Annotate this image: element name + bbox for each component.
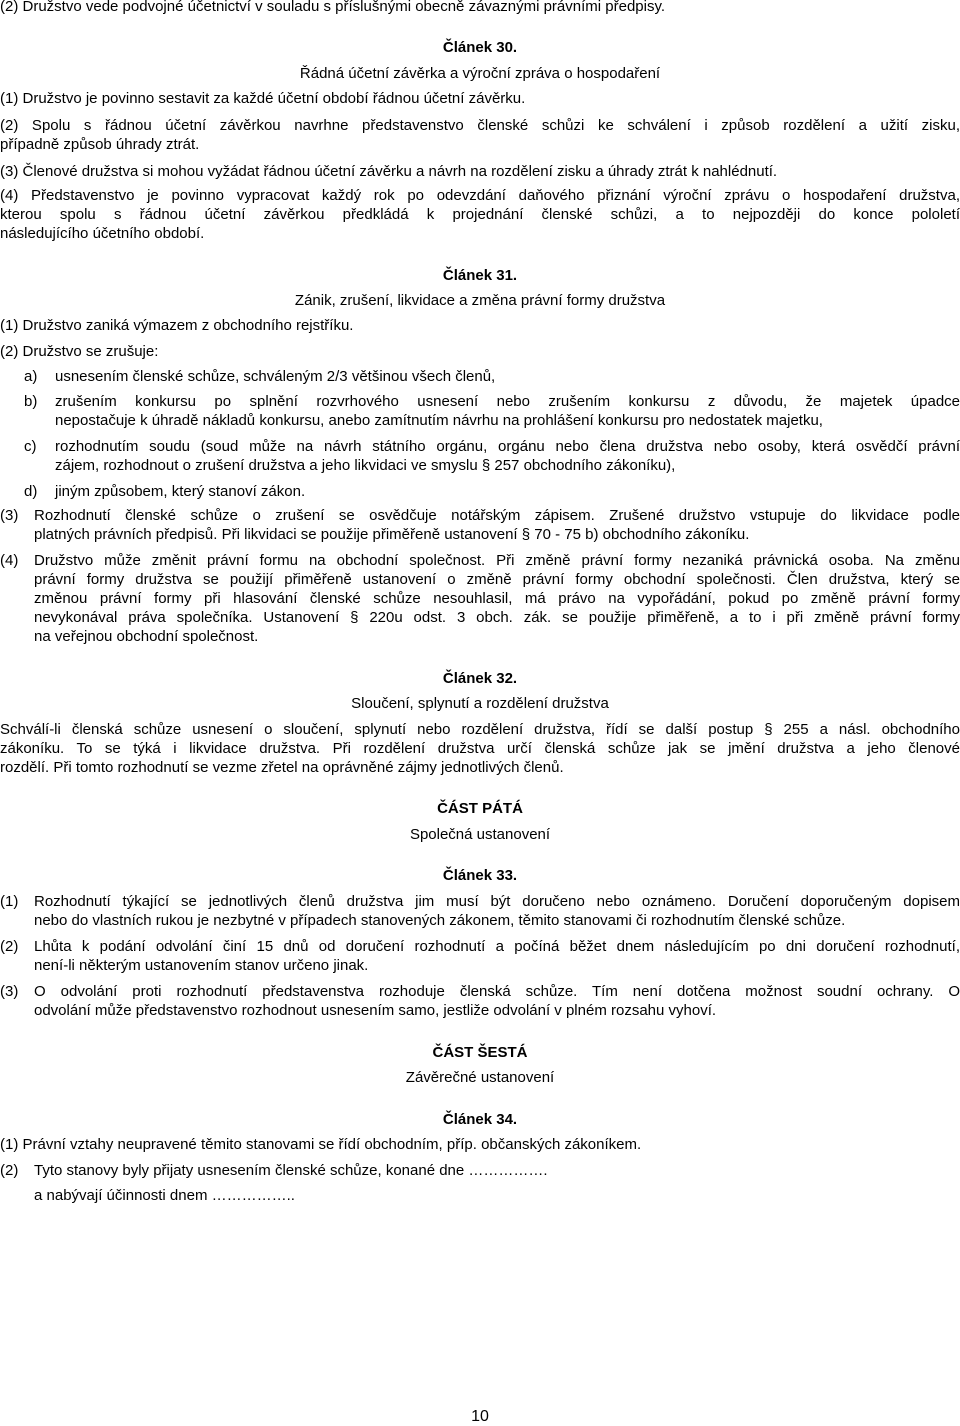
- article-30-p2-line2: případně způsob úhrady ztrát.: [0, 136, 200, 153]
- part-6-title: Závěrečné ustanovení: [405, 1069, 555, 1086]
- article-33-p1-line2: nebo do vlastních rukou je nezbytné v případech stanovených zákonem, těmito stanovami či rozhodnutím členské schůze.: [34, 912, 846, 929]
- article-30-p1: (1) Družstvo je povinno sestavit za každé účetní období řádnou účetní závěrku.: [0, 90, 526, 107]
- article-30-p2-line1: (2) Spolu s řádnou účetní závěrkou navrhne představenstvo členské schůzi ke schválení i způsob rozdělení a užití zisku,: [0, 117, 960, 134]
- article-30-p4-line3: následujícího účetního období.: [0, 225, 205, 242]
- list-label-d: d): [24, 483, 38, 500]
- article-32-line1: Schválí-li členská schůze usnesení o sloučení, splynutí nebo rozdělení družstva, řídí se další postup § 255 a násl. obchodního: [0, 721, 960, 738]
- article-31-p4-number: (4): [0, 552, 19, 569]
- article-31-p4-line4: nevykonával práva společníka. Ustanovení § 220u odst. 3 obch. zák. se použije přiměřeně, a to i při změně právní formy: [34, 609, 960, 626]
- article-31-p3-line1: Rozhodnutí členské schůze o zrušení se osvědčuje notářským zápisem. Zrušené družstvo vstupuje do likvidace podle: [34, 507, 960, 524]
- list-text-b-line2: nepostačuje k úhradě nákladů konkursu, anebo zamítnutím návrhu na prohlášení konkursu pro nedostatek majetku,: [55, 412, 823, 429]
- article-30-heading: Článek 30.: [442, 39, 518, 56]
- article-31-p3-line2: platných právních předpisů. Při likvidaci se použije přiměřeně ustanovení § 70 - 75 b) obchodního zákoníku.: [34, 526, 750, 543]
- article-32-line3: rozdělí. Při tomto rozhodnutí se vezme zřetel na oprávněné zájmy jednotlivých členů.: [0, 759, 564, 776]
- article-31-p2: (2) Družstvo se zrušuje:: [0, 343, 159, 360]
- article-31-p4-line1: Družstvo může změnit právní formu na obchodní společnost. Při změně právní formy nezaniká právnická osoba. Na změnu: [34, 552, 960, 569]
- article-33-p3-line2: odvolání může představenstvo rozhodnout usnesením samo, jestliže odvolání v plném rozsahu vyhoví.: [34, 1002, 717, 1019]
- article-32-heading: Článek 32.: [442, 670, 518, 687]
- article-30-p4-line1: (4) Představenstvo je povinno vypracovat každý rok po odevzdání daňového přiznání výroční zprávu o hospodaření družstva,: [0, 187, 960, 204]
- article-34-heading: Článek 34.: [442, 1111, 518, 1128]
- article-31-p1: (1) Družstvo zaniká výmazem z obchodního rejstříku.: [0, 317, 354, 334]
- list-label-c: c): [24, 438, 37, 455]
- list-label-a: a): [24, 368, 38, 385]
- article-33-p2-number: (2): [0, 938, 19, 955]
- part-6-heading: ČÁST ŠESTÁ: [432, 1044, 528, 1061]
- article-31-p3-number: (3): [0, 507, 19, 524]
- part-5-title: Společná ustanovení: [409, 826, 551, 843]
- article-31-heading: Článek 31.: [442, 267, 518, 284]
- list-text-c-line2: zájem, rozhodnout o zrušení družstva a jeho likvidaci ve smyslu § 257 obchodního zákoníku),: [55, 457, 676, 474]
- article-33-p2-line1: Lhůta k podání odvolání činí 15 dnů od doručení rozhodnutí a počíná běžet dnem následujícím po dni doručení rozhodnutí,: [34, 938, 960, 955]
- article-31-p4-line3: změnou právní formy při hlasování členské schůze nesouhlasil, má právo na vypořádání, pokud po změně právní formy: [34, 590, 960, 607]
- article-33-p3-number: (3): [0, 983, 19, 1000]
- list-label-b: b): [24, 393, 38, 410]
- page-number: 10: [471, 1408, 489, 1425]
- article-30-p4-line2: kterou spolu s řádnou účetní závěrkou předkládá k projednání členské schůzi, a to nejpozději do konce pololetí: [0, 206, 960, 223]
- article-31-title: Zánik, zrušení, likvidace a změna právní formy družstva: [294, 292, 666, 309]
- article-33-p3-line1: O odvolání proti rozhodnutí představenstva rozhoduje členská schůze. Tím není dotčena možnost soudní ochrany. O: [34, 983, 960, 1000]
- article-34-p2-line2: a nabývají účinnosti dnem ……………..: [34, 1187, 295, 1204]
- list-text-d: jiným způsobem, který stanoví zákon.: [55, 483, 306, 500]
- article-30-title: Řádná účetní závěrka a výroční zpráva o hospodaření: [299, 65, 661, 82]
- article-33-p1-number: (1): [0, 893, 19, 910]
- article-31-p4-line5: na veřejnou obchodní společnost.: [34, 628, 259, 645]
- article-32-title: Sloučení, splynutí a rozdělení družstva: [351, 695, 609, 712]
- article-34-p2-line1: Tyto stanovy byly přijaty usnesením členské schůze, konané dne …………….: [34, 1162, 548, 1179]
- article-31-p4-line2: právní formy družstva se použijí přiměřeně ustanovení o změně právní formy obchodní společnosti. Člen družstva, který se: [34, 571, 960, 588]
- article-33-p2-line2: není-li některým ustanovením stanov určeno jinak.: [34, 957, 369, 974]
- list-text-c-line1: rozhodnutím soudu (soud může na návrh státního orgánu, orgánu nebo člena družstva nebo osoby, která osvědčí právní: [55, 438, 960, 455]
- part-5-heading: ČÁST PÁTÁ: [437, 800, 523, 817]
- article-33-p1-line1: Rozhodnutí týkající se jednotlivých členů družstva jim musí být doručeno nebo oznámeno. Doručení doporučeným dopisem: [34, 893, 960, 910]
- paragraph-accounting: (2) Družstvo vede podvojné účetnictví v souladu s příslušnými obecně závaznými právními předpisy.: [0, 0, 666, 15]
- list-text-b-line1: zrušením konkursu po splnění rozvrhového usnesení nebo zrušením konkursu z důvodu, že majetek úpadce: [55, 393, 960, 410]
- article-30-p3: (3) Členové družstva si mohou vyžádat řádnou účetní závěrku a návrh na rozdělení zisku a úhrady ztrát k nahlédnutí.: [0, 163, 778, 180]
- article-32-line2: zákoníku. To se týká i likvidace družstva. Při rozdělení družstva určí členská schůze jak se jmění družstva a jeho členové: [0, 740, 960, 757]
- list-text-a: usnesením členské schůze, schváleným 2/3 většinou všech členů,: [55, 368, 496, 385]
- article-34-p1: (1) Právní vztahy neupravené těmito stanovami se řídí obchodním, příp. občanských zákoníkem.: [0, 1136, 642, 1153]
- article-33-heading: Článek 33.: [442, 867, 518, 884]
- article-34-p2-number: (2): [0, 1162, 19, 1179]
